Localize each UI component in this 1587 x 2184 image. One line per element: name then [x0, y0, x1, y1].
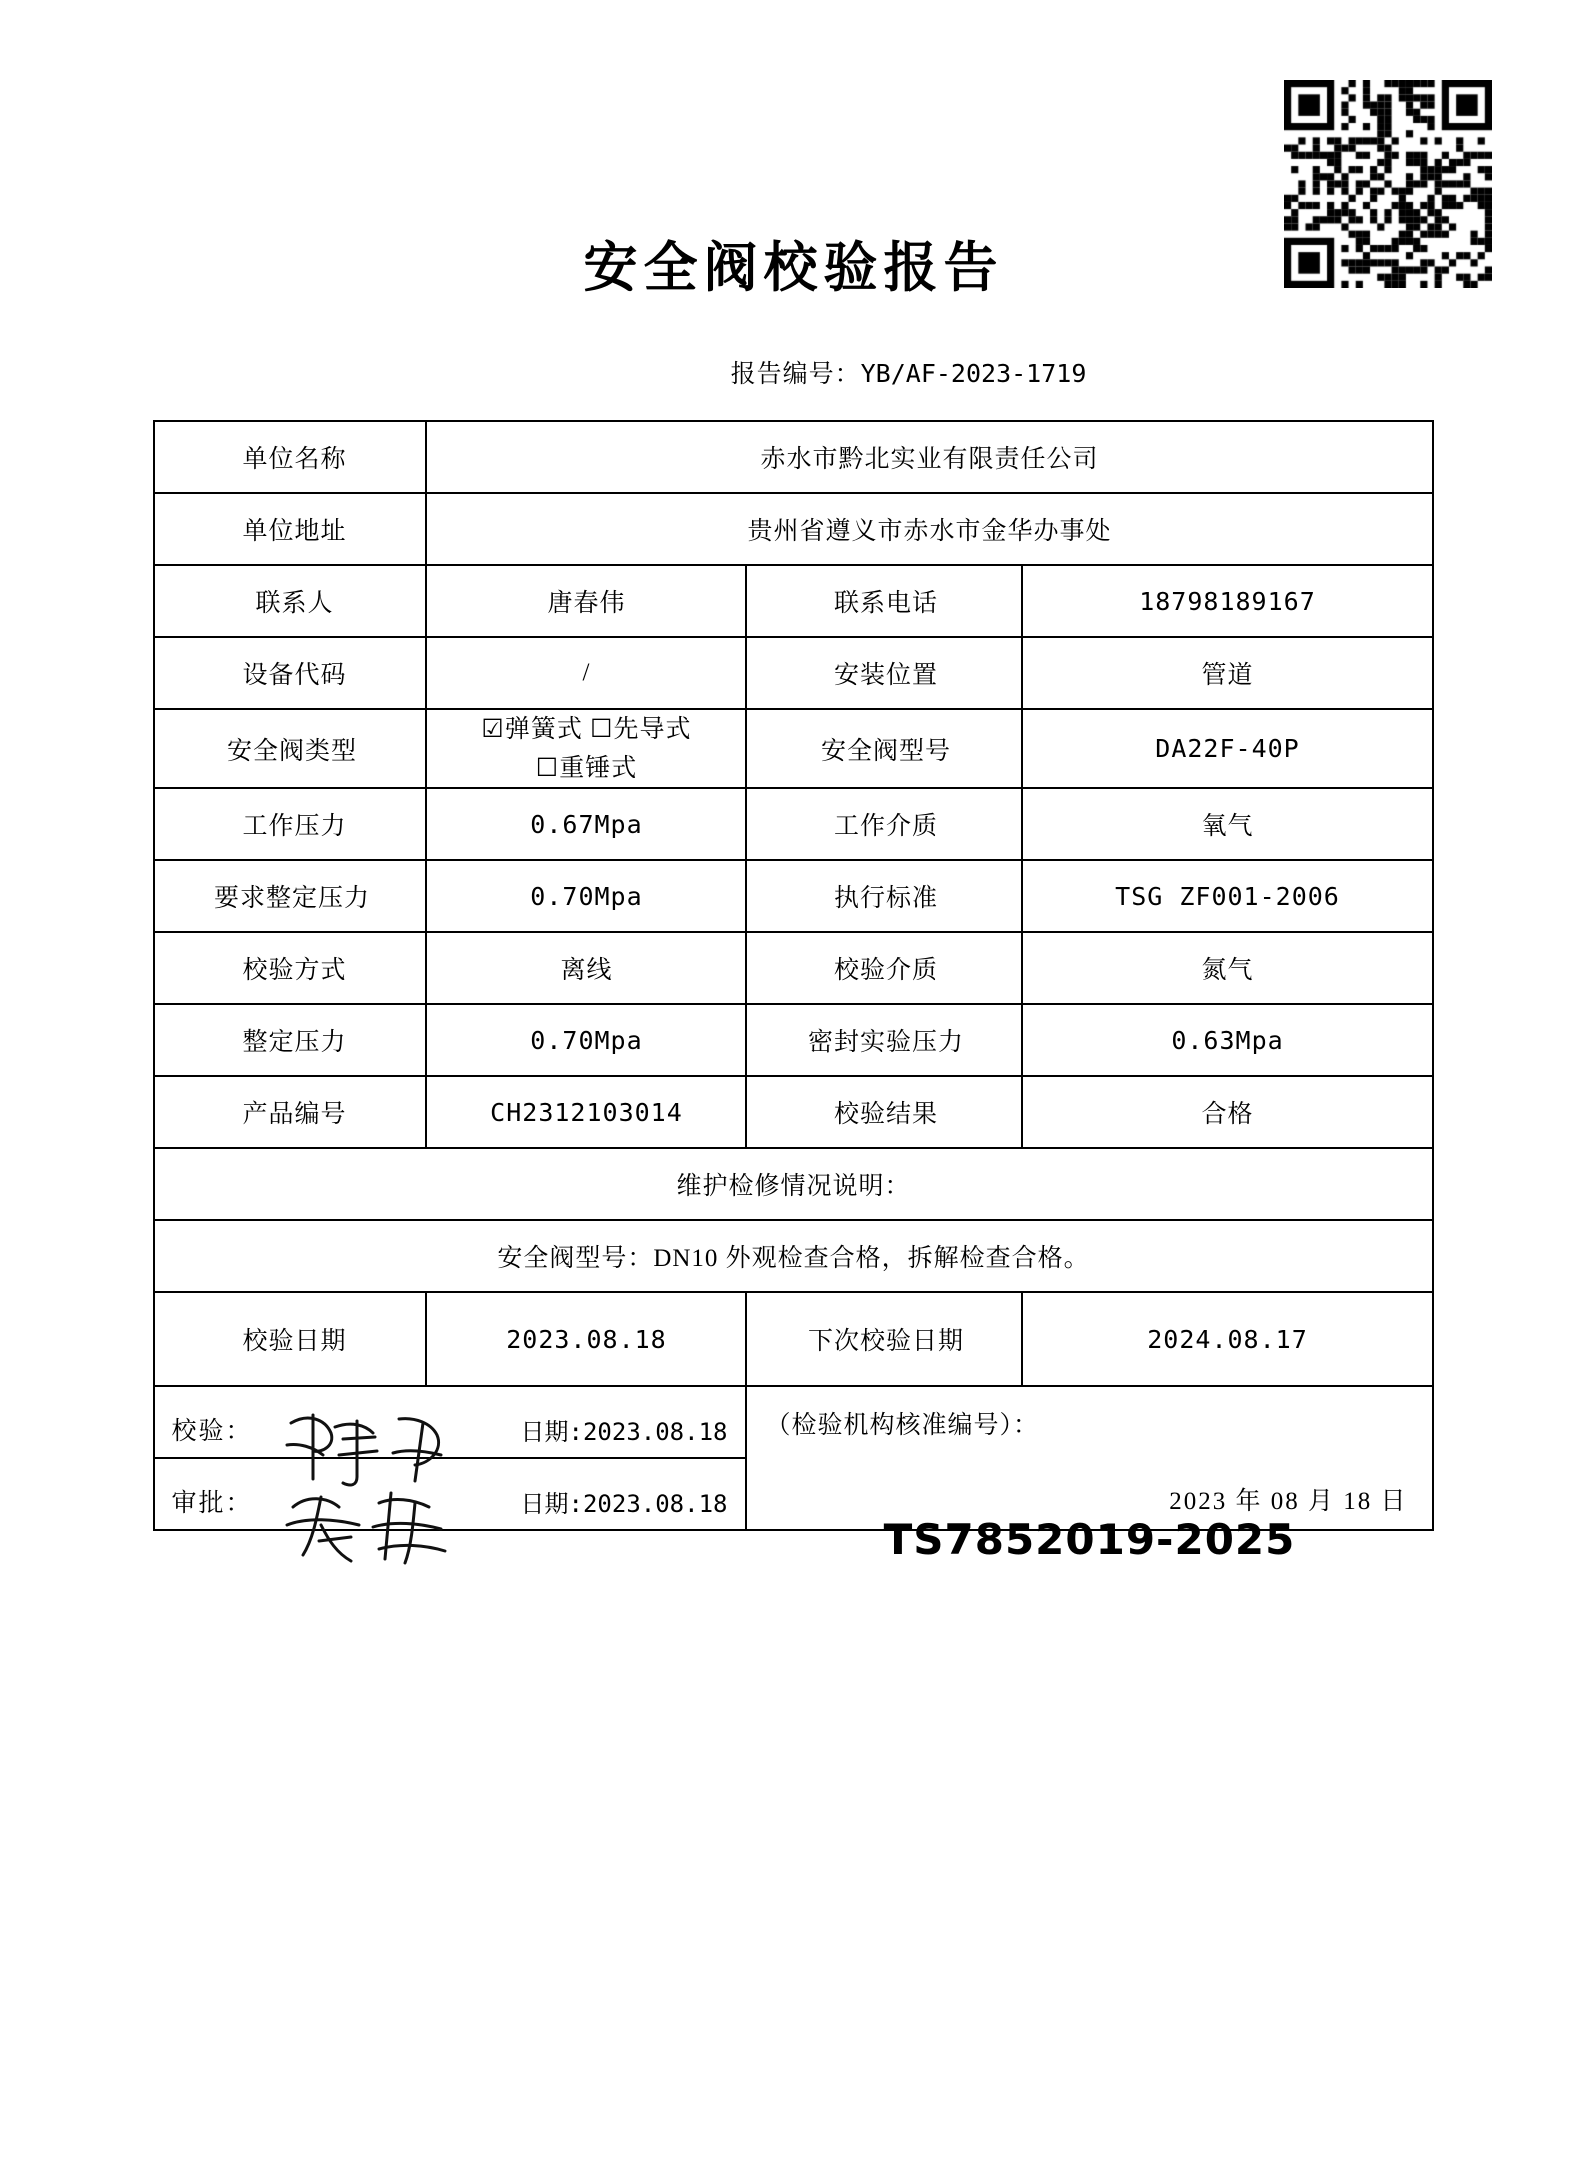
- work-pressure-label: 工作压力: [154, 788, 426, 860]
- required-set-pressure-value: 0.70Mpa: [426, 860, 746, 932]
- check-date-label: 校验日期: [154, 1292, 426, 1386]
- standard-label: 执行标准: [746, 860, 1022, 932]
- contact-value: 唐春伟: [426, 565, 746, 637]
- table-row: [154, 709, 1432, 788]
- agency-label: （检验机构核准编号）：: [765, 1412, 1039, 1439]
- required-set-pressure-label: 要求整定压力: [154, 860, 426, 932]
- checkbox-checked-icon[interactable]: ☑: [481, 714, 505, 743]
- checkbox-unchecked-icon[interactable]: ☐: [590, 714, 614, 743]
- medium-label: 工作介质: [746, 788, 1022, 860]
- check-date-value: 2023.08.18: [426, 1292, 746, 1386]
- valve-type-option-2: 先导式: [613, 716, 692, 743]
- seal-pressure-value: 0.63Mpa: [1022, 1004, 1432, 1076]
- agency-block: [746, 1386, 1432, 1564]
- table-row: [154, 788, 1432, 860]
- table-row: [154, 637, 1432, 709]
- check-medium-value: 氮气: [1022, 932, 1432, 1004]
- device-code-label: 设备代码: [154, 637, 426, 709]
- maintenance-value: 安全阀型号：DN10 外观检查合格，拆解检查合格。: [154, 1220, 1432, 1292]
- check-mode-label: 校验方式: [154, 932, 426, 1004]
- valve-type-label: 安全阀类型: [154, 709, 426, 788]
- set-pressure-label: 整定压力: [154, 1004, 426, 1076]
- agency-number: TS7852019-2025: [883, 1515, 1296, 1564]
- table-row: [154, 1148, 1432, 1220]
- table-row: [154, 932, 1432, 1004]
- checker-label: 校验：: [171, 1418, 253, 1445]
- table-row: [154, 565, 1432, 637]
- valve-model-value: DA22F-40P: [1022, 709, 1432, 788]
- product-no-value: CH2312103014: [426, 1076, 746, 1148]
- seal-pressure-label: 密封实验压力: [746, 1004, 1022, 1076]
- table-row: [154, 1220, 1432, 1292]
- unit-name-value: 赤水市黔北实业有限责任公司: [426, 421, 1432, 493]
- unit-address-value: 贵州省遵义市赤水市金华办事处: [426, 493, 1432, 565]
- set-pressure-value: 0.70Mpa: [426, 1004, 746, 1076]
- valve-type-option-1: 弹簧式: [504, 716, 583, 743]
- approver-date: 日期:2023.08.18: [520, 1490, 728, 1518]
- valve-type-option-3: 重锤式: [559, 754, 638, 782]
- install-position-label: 安装位置: [746, 637, 1022, 709]
- report-number-value: YB/AF-2023-1719: [860, 359, 1087, 388]
- check-medium-label: 校验介质: [746, 932, 1022, 1004]
- signature-row: [154, 1386, 1432, 1458]
- medium-value: 氧气: [1022, 788, 1432, 860]
- product-no-label: 产品编号: [154, 1076, 426, 1148]
- phone-label: 联系电话: [746, 565, 1022, 637]
- checkbox-unchecked-icon[interactable]: ☐: [535, 752, 560, 782]
- checker-date: 日期:2023.08.18: [520, 1418, 728, 1446]
- approver-signature-icon: [273, 1473, 473, 1583]
- result-label: 校验结果: [746, 1076, 1022, 1148]
- unit-address-label: 单位地址: [154, 493, 426, 565]
- table-row: [154, 1004, 1432, 1076]
- check-mode-value: 离线: [426, 932, 746, 1004]
- agency-date: 2023 年 08 月 18 日: [1169, 1488, 1408, 1515]
- result-value: 合格: [1022, 1076, 1432, 1148]
- maintenance-label: 维护检修情况说明：: [154, 1148, 1432, 1220]
- device-code-value: /: [426, 637, 746, 709]
- report-table: [153, 420, 1433, 1564]
- report-number: [0, 354, 1587, 390]
- next-check-date-value: 2024.08.17: [1022, 1292, 1432, 1386]
- phone-value: 18798189167: [1022, 565, 1432, 637]
- table-row: [154, 421, 1432, 493]
- approver-signature-cell: [154, 1458, 746, 1530]
- valve-model-label: 安全阀型号: [746, 709, 1022, 788]
- next-check-date-label: 下次校验日期: [746, 1292, 1022, 1386]
- approver-label: 审批：: [171, 1490, 253, 1517]
- work-pressure-value: 0.67Mpa: [426, 788, 746, 860]
- page-title: 安全阀校验报告: [583, 235, 1004, 299]
- report-number-label: 报告编号：: [730, 361, 861, 388]
- table-row: [154, 1076, 1432, 1148]
- table-row: [154, 1292, 1432, 1386]
- unit-name-label: 单位名称: [154, 421, 426, 493]
- standard-value: TSG ZF001-2006: [1022, 860, 1432, 932]
- table-row: [154, 493, 1432, 565]
- checker-signature-cell: [154, 1386, 746, 1458]
- qr-code-icon: [1284, 80, 1492, 288]
- install-position-value: 管道: [1022, 637, 1432, 709]
- table-row: [154, 860, 1432, 932]
- valve-type-options: [426, 709, 746, 788]
- contact-label: 联系人: [154, 565, 426, 637]
